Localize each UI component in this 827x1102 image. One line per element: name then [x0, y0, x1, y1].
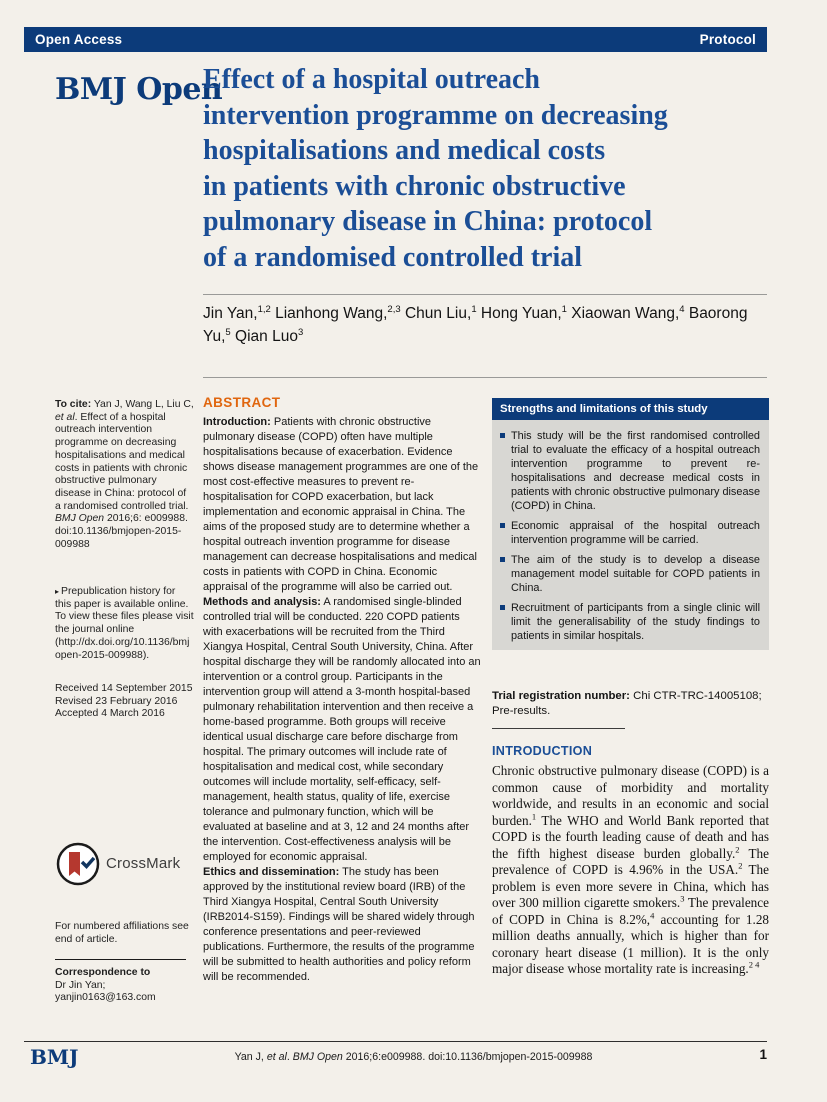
to-cite-text: . Effect of a hospital outreach intervention programme on decreasing hospitalisations and medical costs in patients with chronic obstructive pulmonary disease in China: protocol of a randomised controlled trial. [55, 411, 189, 512]
author-name: Chun Liu, [400, 305, 472, 322]
author-name: Qian Luo [230, 327, 298, 345]
to-cite-doi[interactable]: 2016;6: e009988. doi:10.1136/bmjopen-2015-009988 [55, 513, 188, 550]
correspondence-divider [55, 959, 186, 960]
revised-date: Revised 23 February 2016 [55, 695, 178, 707]
prepublication-note [55, 586, 194, 662]
author-affil-sup: 1 [561, 303, 567, 315]
to-cite-etal: et al [55, 411, 75, 423]
author-name: Xiaowan Wang, [566, 305, 680, 322]
strengths-item [500, 601, 760, 643]
title-line: pulmonary disease in China: protocol [203, 206, 653, 237]
introduction-text: The problem is even more severe in China, which has over 300 million cigarette smokers. [492, 862, 770, 910]
crossmark-logo-icon [55, 841, 101, 887]
to-cite-note [55, 399, 194, 551]
abstract-section-text: Patients with chronic obstructive pulmonary disease (COPD) often have multiple hospitalisations because of exacerbation. Evidence shows disease management programmes are one of the most cost-effective measures to prevent re-hospitalisation for COPD exacerbation, but lack implementation and economic appraisal in China. The aims of the proposed study are to determine whether a hospital outreach invention programme for disease management can decrease hospitalisations and medical costs in patients with COPD in China. Economic appraisal of the programme will also be carried out. [203, 416, 479, 593]
author-name: Baorong Yu, [203, 305, 748, 345]
affiliations-note: For numbered affiliations see end of article. [55, 921, 189, 945]
abstract-section-text: A randomised single-blinded controlled trial will be conducted. 220 COPD patients with exacerbations will be recruited from the Third Xiangya Hospital, Central South University, China. After hospital discharge they will be randomly allocated into an intervention or a control group. Participants in the intervention group will attend a 3-month hospital-based pulmonary rehabilitation intervention and then receive a home-based programme. Both groups will receive identical usual discharge care before discharge from hospital. The primary outcomes will include rate of hospitalisation and medical cost, while secondary outcomes will include mortality, self-efficacy, self-management, health status, quality of life, exercise tolerance and pulmonary function, which will be evaluated at baseline and at 3, 12 and 24 months after the intervention. Cost-effectiveness analysis will be employed for economic appraisal. [203, 596, 481, 863]
reference-sup[interactable]: 2 4 [748, 959, 760, 970]
strengths-item [500, 429, 760, 513]
to-cite-text: Yan J, Wang L, Liu C, [91, 399, 194, 410]
footer-citation-text: Yan J, [234, 1051, 267, 1063]
trial-registration [492, 689, 769, 718]
introduction-text: The prevalence of COPD is 4.96% in the USA. [492, 845, 769, 877]
strengths-body [492, 420, 769, 650]
introduction-text: Chronic obstructive pulmonary disease (COPD) is a common cause of morbidity and mortality worldwide, and results in an economic and social burden. [492, 763, 769, 828]
author-affil-sup: 5 [225, 326, 231, 338]
abstract-introduction [203, 415, 482, 595]
prepublication-text: Prepublication history for this paper is available online. To view these files please visit the journal online (http://dx.doi.org/10.1136/bmjopen-2015-009988). [55, 586, 194, 661]
abstract-section-label: Methods and analysis: [203, 596, 321, 608]
page-number: 1 [759, 1047, 767, 1062]
author-list [203, 303, 771, 348]
author-name: Jin Yan, [203, 305, 258, 322]
article-title [203, 62, 775, 275]
trial-registration-label: Trial registration number: [492, 690, 630, 702]
section-divider [492, 728, 625, 729]
trial-registration-number: Chi CTR-TRC-14005108; Pre-results. [492, 690, 762, 717]
email-link[interactable]: yanjin0163@163.com [55, 992, 156, 1004]
strengths-heading: Strengths and limitations of this study [492, 398, 769, 420]
author-affil-sup: 3 [297, 326, 304, 338]
author-affil-sup: 1,2 [257, 303, 271, 315]
history-dates [55, 683, 194, 721]
abstract-heading: ABSTRACT [203, 395, 281, 410]
to-cite-label: To cite: [55, 399, 92, 410]
correspondence-label: Correspondence to [55, 967, 151, 978]
reference-sup[interactable]: 2 [738, 860, 743, 871]
footer-citation [100, 1051, 727, 1063]
strengths-item [500, 519, 760, 547]
abstract-methods [203, 595, 482, 865]
introduction-text: accounting for 1.28 million deaths annually, which is higher than for coronary heart disease (1 million). It is the only major disease whose mortality rate is increasing. [492, 911, 770, 976]
article-type-label: Protocol [699, 32, 756, 47]
strengths-item-text: Recruitment of participants from a single clinic will limit the generalisability of the study findings to patients in similar hospitals. [511, 602, 760, 642]
author-affil-sup: 1 [471, 303, 477, 315]
abstract-section-text: The study has been approved by the institutional review board (IRB) of the Third Xiangya Hospital, Central South University (IRB2014-S159). Findings will be shared widely through conference presentations and peer-reviewed publications. Furthermore, the results of the programme will be submitted to health authorities and policy reform will be recommended. [203, 866, 475, 983]
title-line: Effect of a hospital outreach [203, 64, 540, 95]
introduction-text: The prevalence of COPD in China is 8.2%, [492, 895, 769, 927]
footer-rule [24, 1041, 767, 1042]
square-bullet-icon [500, 433, 505, 438]
open-access-label: Open Access [35, 32, 123, 47]
title-line: in patients with chronic obstructive [203, 170, 626, 202]
received-date: Received 14 September 2015 [55, 683, 193, 694]
to-cite-journal: BMJ Open [55, 513, 105, 525]
introduction-heading: INTRODUCTION [492, 744, 593, 758]
title-line: of a randomised controlled trial [203, 241, 583, 273]
strengths-item-text: This study will be the first randomised controlled trial to evaluate the efficacy of a hospital outreach intervention programme to prevent re-hospitalisations and decrease medical costs in patients with chronic obstructive pulmonary disease (COPD) in China. [511, 430, 760, 512]
strengths-box [492, 398, 769, 650]
author-affil-sup: 2,3 [387, 303, 401, 315]
correspondence-name: Dr Jin Yan; [55, 979, 106, 991]
footer-citation-etal: et al [266, 1051, 287, 1063]
author-name: Hong Yuan, [476, 305, 562, 322]
crossmark-badge[interactable] [55, 841, 180, 887]
footer-citation-doi[interactable]: 2016;6:e009988. doi:10.1136/bmjopen-2015-009988 [342, 1051, 593, 1063]
abstract-section-label: Introduction: [203, 416, 271, 428]
strengths-item [500, 553, 760, 595]
abstract-section-label: Ethics and dissemination: [203, 866, 340, 878]
footer-citation-text: . [286, 1051, 293, 1063]
author-name: Lianhong Wang, [270, 305, 388, 322]
strengths-item-text: Economic appraisal of the hospital outreach intervention programme will be carried. [511, 520, 760, 546]
square-bullet-icon [500, 557, 505, 562]
strengths-item-text: The aim of the study is to develop a disease management model suitable for COPD patients in China. [511, 554, 760, 594]
introduction-paragraph [492, 763, 769, 978]
bmj-footer-logo: BMJ [30, 1045, 79, 1069]
introduction-text: The WHO and World Bank reported that COPD is the fourth leading cause of death and has the fifth highest disease burden globally. [492, 812, 769, 861]
abstract-ethics [203, 865, 482, 985]
rule-above-authors [203, 294, 767, 295]
square-bullet-icon [500, 605, 505, 610]
title-line: intervention programme on decreasing [203, 99, 668, 131]
author-affil-sup: 4 [679, 303, 685, 315]
reference-sup[interactable]: 4 [650, 910, 655, 921]
reference-sup[interactable]: 3 [680, 893, 685, 904]
triangle-marker-icon: ▸ [55, 587, 60, 596]
correspondence-block [55, 967, 194, 1005]
square-bullet-icon [500, 523, 505, 528]
reference-sup[interactable]: 2 [735, 844, 740, 855]
reference-sup[interactable]: 1 [531, 811, 537, 822]
accepted-date: Accepted 4 March 2016 [55, 708, 165, 720]
left-sidebar [55, 0, 194, 1102]
rule-below-authors [203, 377, 767, 378]
abstract-section [203, 395, 482, 985]
footer-citation-journal: BMJ Open [292, 1051, 343, 1063]
journal-logo: BMJ Open [55, 72, 223, 107]
title-line: hospitalisations and medical costs [203, 135, 606, 166]
crossmark-label: CrossMark [106, 854, 181, 872]
